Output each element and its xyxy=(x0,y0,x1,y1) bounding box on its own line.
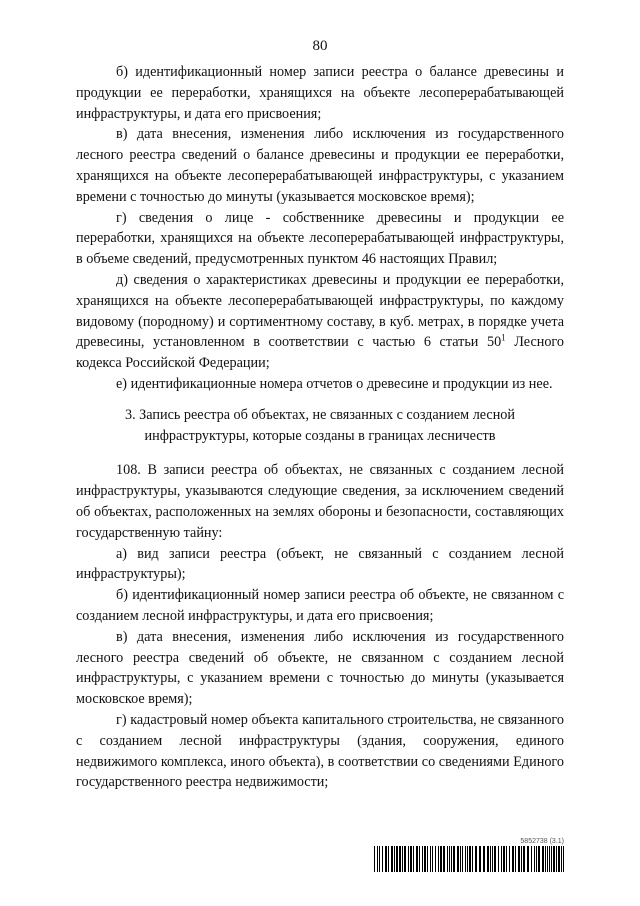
paragraph-g: г) сведения о лице - собственнике древесины и продукции ее переработки, хранящихся на объекте лесоперерабатывающей инфраструктуры, в объеме сведений, предусмотренных пунктом 46 настоящих Правил; xyxy=(76,209,564,268)
paragraph-v: в) дата внесения, изменения либо исключения из государственного лесного реестра сведений о балансе древесины и продукции ее переработки, хранящихся на объекте лесоперерабатывающей инфраструктуры, с указанием времени с точностью до минуты (указывается московское время); xyxy=(76,126,564,205)
paragraph-108: 108. В записи реестра об объектах, не связанных с созданием лесной инфраструктуры, указываются следующие сведения, за исключением сведений об объектах, расположенных на землях обороны и безопасности, составляющих государственную тайну: xyxy=(76,462,564,541)
page-footer xyxy=(374,838,564,872)
paragraph-d xyxy=(76,270,564,374)
paragraph-108-a: а) вид записи реестра (объект, не связанный с созданием лесной инфраструктуры); xyxy=(76,545,564,583)
document-body xyxy=(76,62,564,793)
paragraph-108-b: б) идентификационный номер записи реестра об объекте, не связанном с созданием лесной инфраструктуры, и дата его присвоения; xyxy=(76,587,564,624)
paragraph-d-text: д) сведения о характеристиках древесины и продукции ее переработки, хранящихся на объекте лесоперерабатывающей инфраструктуры, по каждому видовому (породному) и сортиментному составу, в куб. метрах, в порядке учета древесины, установленном в соответствии с частью 6 статьи 50 xyxy=(76,271,564,351)
section-heading: 3. Запись реестра об объектах, не связанных с созданием лесной инфраструктуры, которые созданы в границах лесничеств xyxy=(124,406,515,444)
paragraph-108-g: г) кадастровый номер объекта капитального строительства, не связанного с созданием лесной инфраструктуры (здания, сооружения, единого недвижимого комплекса, иного объекта), в соответствии со сведениями Единого государственного реестра недвижимости; xyxy=(76,711,564,791)
paragraph-108-v: в) дата внесения, изменения либо исключения из государственного лесного реестра сведений об объекте, не связанном с созданием лесной инфраструктуры, с указанием времени с точностью до минуты (указывается московское время); xyxy=(76,628,564,708)
article-superscript: 1 xyxy=(501,332,506,343)
paragraph-b: б) идентификационный номер записи реестра о балансе древесины и продукции ее переработки, хранящихся на объекте лесоперерабатывающей инфраструктуры, и дата его присвоения; xyxy=(76,64,564,122)
paragraph-e: е) идентификационные номера отчетов о древесине и продукции из нее. xyxy=(116,375,553,392)
barcode-image xyxy=(374,846,564,872)
paragraph-d-text-end: Лесного кодекса Российской Федерации; xyxy=(76,334,564,372)
page-number: 80 xyxy=(312,38,328,54)
document-code: 5852738 (3.1) xyxy=(520,838,564,845)
